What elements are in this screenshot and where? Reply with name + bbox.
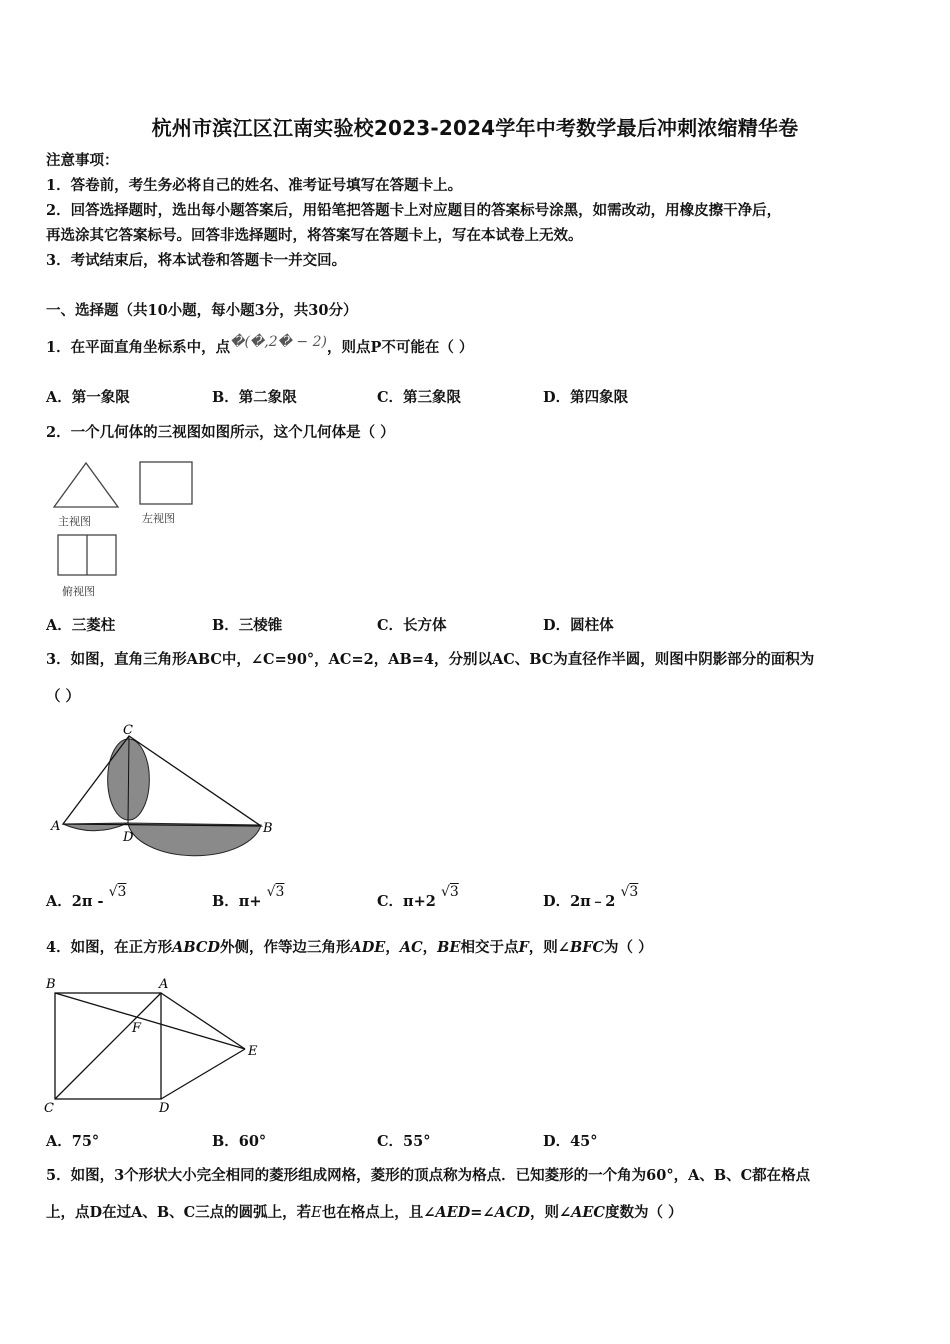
- q3-option-a-root: 3: [117, 884, 127, 900]
- q3-option-c-label: C．: [377, 893, 404, 910]
- label-a: A: [51, 819, 61, 834]
- q3-option-d-root: 3: [629, 884, 639, 900]
- q1-option-a: A．第一象限: [46, 389, 130, 406]
- question-3: 3．如图，直角三角形ABC中，∠C=90°，AC=2，AB=4，分别以AC、BC为直径作半圆，则图中阴影部分的面积为: [46, 651, 815, 668]
- sqrt-symbol: √3: [440, 884, 459, 900]
- sqrt-symbol: √3: [620, 884, 639, 900]
- front-view-label: 主视图: [58, 515, 91, 528]
- label-b: B: [46, 977, 56, 992]
- q3-option-d-label: D．: [543, 893, 571, 910]
- q2-option-d: D．圆柱体: [543, 617, 614, 634]
- q3-option-c-root: 3: [449, 884, 459, 900]
- sqrt-symbol: √3: [108, 884, 127, 900]
- question-2: 2．一个几何体的三视图如图所示，这个几何体是（ ）: [46, 424, 395, 441]
- q5-var-aec: AEC: [571, 1204, 605, 1221]
- q3-option-b-expr: π+: [238, 893, 262, 910]
- shaded-segment-bd: [128, 823, 261, 856]
- question-5-cont: [46, 1203, 683, 1223]
- label-c: C: [44, 1101, 54, 1116]
- label-d: D: [159, 1101, 170, 1116]
- q4-var-abcd: ABCD: [172, 939, 220, 956]
- notice-heading: 注意事项：: [46, 152, 119, 169]
- q4-text-5: 相交于点: [460, 939, 519, 956]
- question-3-cont: （ ）: [46, 688, 81, 705]
- q3-option-b-label: B．: [212, 893, 239, 910]
- q4-option-b: B．60°: [212, 1133, 267, 1150]
- side-view-label: 左视图: [142, 512, 175, 525]
- q2-option-c: C．长方体: [377, 617, 447, 634]
- front-view-triangle: [54, 463, 118, 507]
- label-b: B: [263, 821, 273, 836]
- q5-text-4: ，则∠: [529, 1204, 572, 1221]
- q3-option-a-label: A．: [46, 893, 72, 910]
- question-4: [46, 938, 653, 958]
- q1-text-end: ，则点P不可能在（ ）: [326, 339, 474, 356]
- q3-option-a-expr: 2π -: [71, 893, 104, 910]
- q4-figure: [40, 972, 270, 1120]
- q3-option-b-root: 3: [275, 884, 285, 900]
- segment-de: [161, 1049, 245, 1099]
- q4-var-f: F: [518, 939, 529, 956]
- q4-text-6: ，则∠: [528, 939, 570, 956]
- q4-text-3: ，: [385, 939, 400, 956]
- sqrt-symbol: √3: [266, 884, 285, 900]
- label-d: D: [123, 830, 134, 845]
- label-e: E: [248, 1044, 258, 1059]
- q4-var-bfc: BFC: [569, 939, 605, 956]
- q5-text-1: 上，点D在过A、B、C三点的圆弧上，若: [46, 1204, 312, 1221]
- q1-text: 1．在平面直角坐标系中，点: [46, 339, 231, 356]
- q1-option-b: B．第二象限: [212, 389, 297, 406]
- triangle-abc: [63, 736, 261, 826]
- q4-text-7: 为（ ）: [604, 939, 653, 956]
- notice-item: 2．回答选择题时，选出每小题答案后，用铅笔把答题卡上对应题目的答案标号涂黑，如需改动，用橡皮擦干净后，: [46, 202, 782, 219]
- question-1: [46, 334, 474, 358]
- page-title: 杭州市滨江区江南实验校2023-2024学年中考数学最后冲刺浓缩精华卷: [151, 116, 799, 140]
- q2-option-b: B．三棱锥: [212, 617, 283, 634]
- segment-ae: [161, 993, 245, 1049]
- q4-option-c: C．55°: [377, 1133, 431, 1150]
- q4-option-a: A．75°: [46, 1133, 100, 1150]
- q3-option-c: [377, 884, 459, 912]
- q5-text-2: 也在格点上，且∠: [321, 1204, 436, 1221]
- q5-text-3: =∠: [470, 1204, 495, 1221]
- q5-var-aed: AED: [435, 1204, 471, 1221]
- q3-option-d-expr: 2π﹣2: [570, 893, 616, 910]
- q3-option-b: [212, 884, 285, 912]
- q4-option-d: D．45°: [543, 1133, 598, 1150]
- q4-text-1: 4．如图，在正方形: [46, 939, 173, 956]
- notice-item: 1．答卷前，考生务必将自己的姓名、准考证号填写在答题卡上。: [46, 177, 463, 194]
- notice-item: 再选涂其它答案标号。回答非选择题时，将答案写在答题卡上，写在本试卷上无效。: [46, 227, 583, 244]
- q1-option-c: C．第三象限: [377, 389, 462, 406]
- top-view-label: 俯视图: [62, 585, 95, 598]
- side-view-square: [140, 462, 192, 504]
- q2-option-a: A．三菱柱: [46, 617, 116, 634]
- q3-option-c-expr: π+2: [403, 893, 436, 910]
- q3-option-a: [46, 884, 127, 912]
- q3-figure: [45, 718, 280, 868]
- q3-option-d: [543, 884, 639, 912]
- q4-var-be: BE: [437, 939, 461, 956]
- q5-var-e: E: [311, 1205, 322, 1221]
- q4-text-4: ，: [422, 939, 438, 956]
- q5-text-5: 度数为（ ）: [604, 1204, 683, 1221]
- q4-var-ade: ADE: [350, 939, 386, 956]
- question-5: 5．如图，3个形状大小完全相同的菱形组成网格，菱形的顶点称为格点．已知菱形的一个角为60°，A、B、C都在格点: [46, 1167, 811, 1184]
- notice-item: 3．考试结束后，将本试卷和答题卡一并交回。: [46, 252, 347, 269]
- label-a: A: [159, 977, 169, 992]
- label-c: C: [123, 723, 133, 738]
- q1-option-d: D．第四象限: [543, 389, 629, 406]
- q4-var-ac: AC: [399, 939, 423, 956]
- q5-var-acd: ACD: [494, 1204, 530, 1221]
- label-f: F: [132, 1021, 142, 1036]
- q4-text-2: 外侧，作等边三角形: [219, 939, 351, 956]
- section-heading: 一、选择题（共10小题，每小题3分，共30分）: [46, 302, 358, 319]
- q1-point-expr: �(�,2� − 2): [230, 334, 327, 350]
- segment-be: [55, 993, 245, 1049]
